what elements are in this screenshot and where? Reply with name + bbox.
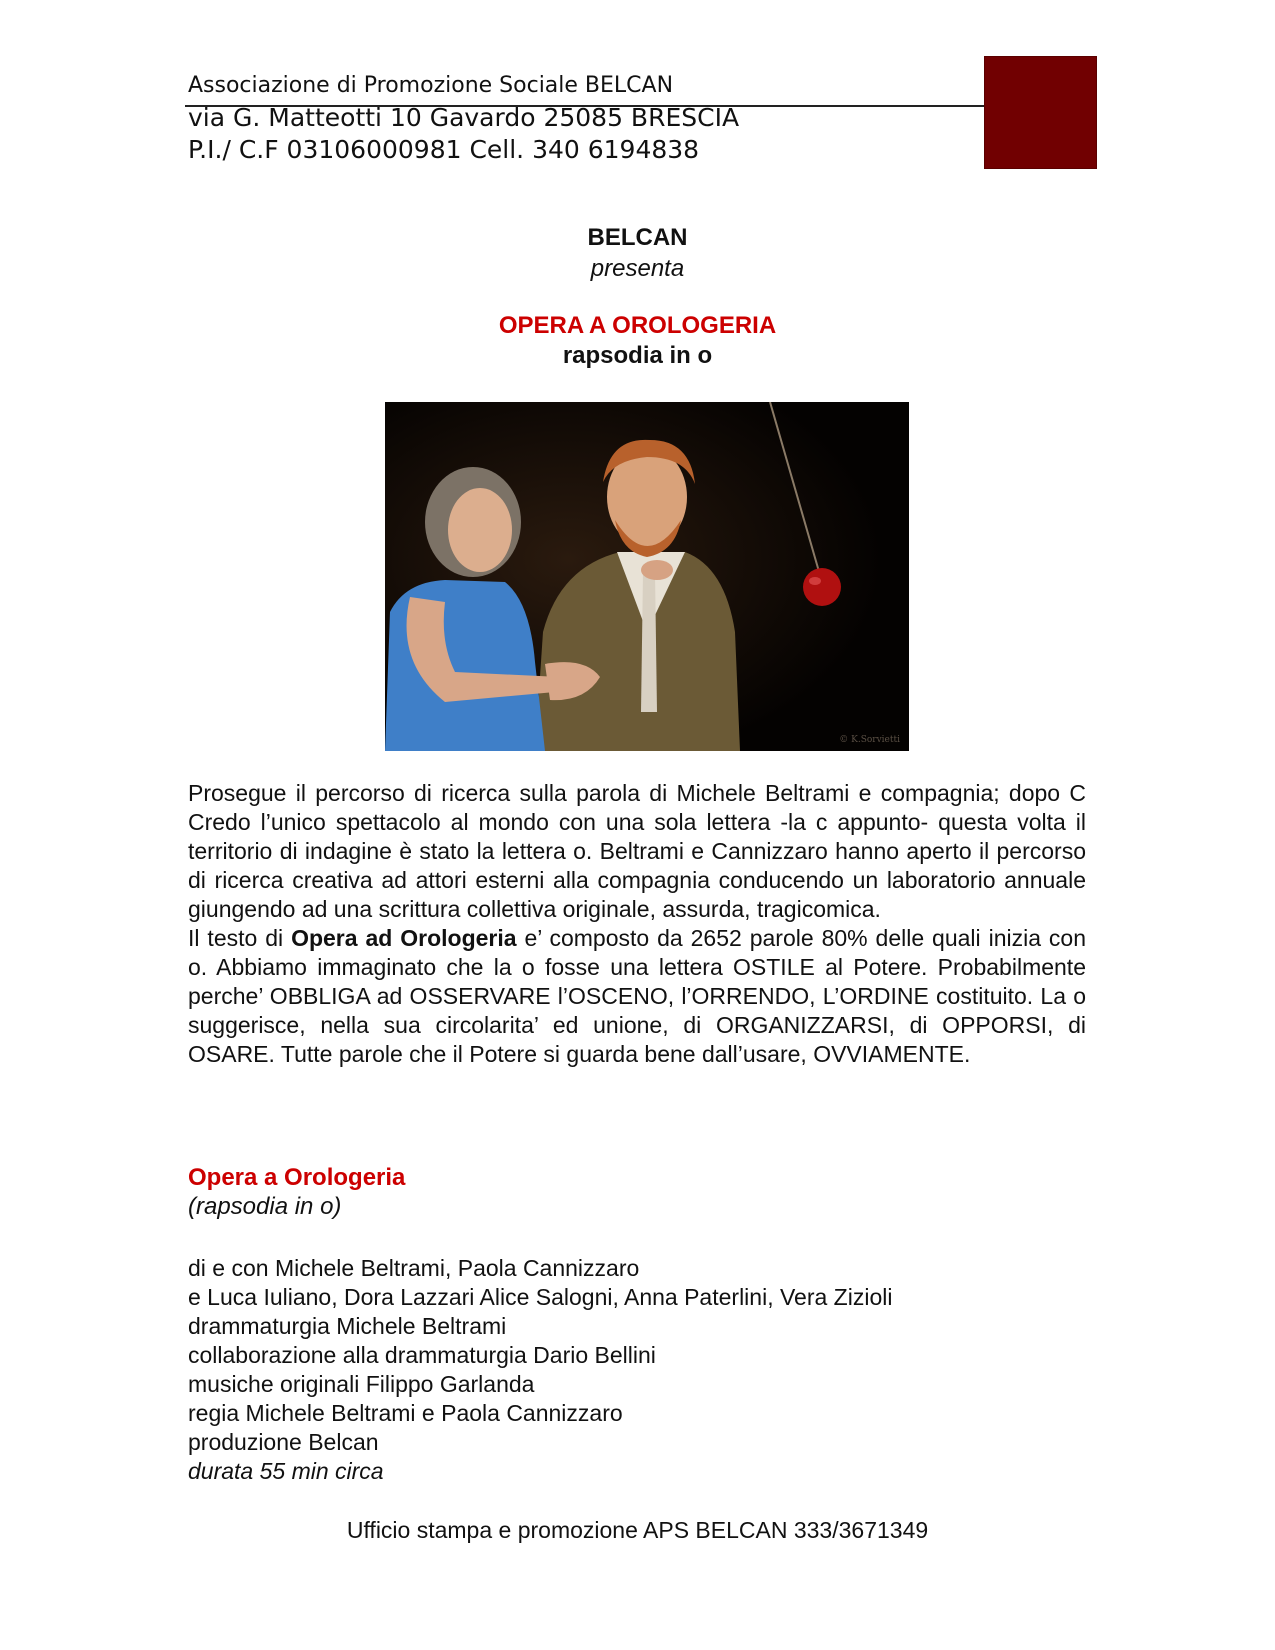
letterhead-address: via G. Matteotti 10 Gavardo 25085 BRESCIA — [188, 103, 740, 132]
presenter-name: BELCAN — [587, 224, 688, 251]
credits-title: Opera a Orologeria — [188, 1164, 406, 1191]
credit-line: regia Michele Beltrami e Paola Cannizzaro — [188, 1400, 623, 1426]
letterhead-org-name: Associazione di Promozione Sociale BELCAN — [188, 73, 674, 98]
show-subtitle: rapsodia in o — [562, 342, 713, 369]
credits-list — [188, 1254, 892, 1486]
description-paragraph-2 — [188, 924, 1086, 1069]
description — [188, 779, 1086, 1069]
presenter-verb: presenta — [590, 255, 685, 282]
description-paragraph-1: Prosegue il percorso di ricerca sulla parola di Michele Beltrami e compagnia; dopo C Credo l’unico spettacolo al mondo con una sola lettera -la c appunto- questa volta il territorio di indagine è stato la lettera o. Beltrami e Cannizzaro hanno aperto il percorso di ricerca creativa ad attori esterni alla compagnia conducendo un laboratorio annuale giungendo ad una scrittura collettiva originale, assurda, tragicomica. — [188, 780, 1086, 922]
letterhead-ids: P.I./ C.F 03106000981 Cell. 340 6194838 — [188, 135, 700, 164]
credit-line: e Luca Iuliano, Dora Lazzari Alice Salogni, Anna Paterlini, Vera Zizioli — [188, 1284, 893, 1310]
credit-line: collaborazione alla drammaturgia Dario Bellini — [188, 1342, 656, 1368]
credit-line: musiche originali Filippo Garlanda — [188, 1371, 535, 1397]
letterhead-logo-block — [984, 56, 1097, 169]
p2-intro: Il testo di — [188, 925, 284, 951]
credit-line: produzione Belcan — [188, 1429, 379, 1455]
credit-duration: durata 55 min circa — [188, 1458, 384, 1484]
p2-rest: e’ composto da 2652 parole 80% delle quali inizia con o. Abbiamo immaginato che la o fosse una lettera OSTILE al Potere. Probabilmente perche’ OBBLIGA ad OSSERVARE l’OSCENO, l’ORRENDO, L’ORDINE costituito. La o suggerisce, nella sua circolarita’ ed unione, di ORGANIZZARSI, di OPPORSI, di OSARE. Tutte parole che il Potere si guarda bene dall’usare, OVVIAMENTE. — [188, 925, 1087, 1067]
show-title: OPERA A OROLOGERIA — [498, 312, 777, 339]
press-office-footer: Ufficio stampa e promozione APS BELCAN 333/3671349 — [346, 1517, 929, 1543]
credits-subtitle: (rapsodia in o) — [188, 1193, 342, 1220]
p2-show-name: Opera ad Orologeria — [291, 925, 517, 951]
photo-credit: © K.Sorvietti — [839, 735, 900, 745]
credit-line: drammaturgia Michele Beltrami — [188, 1313, 507, 1339]
credit-line: di e con Michele Beltrami, Paola Cannizzaro — [188, 1255, 640, 1281]
stage-photo — [385, 402, 909, 751]
